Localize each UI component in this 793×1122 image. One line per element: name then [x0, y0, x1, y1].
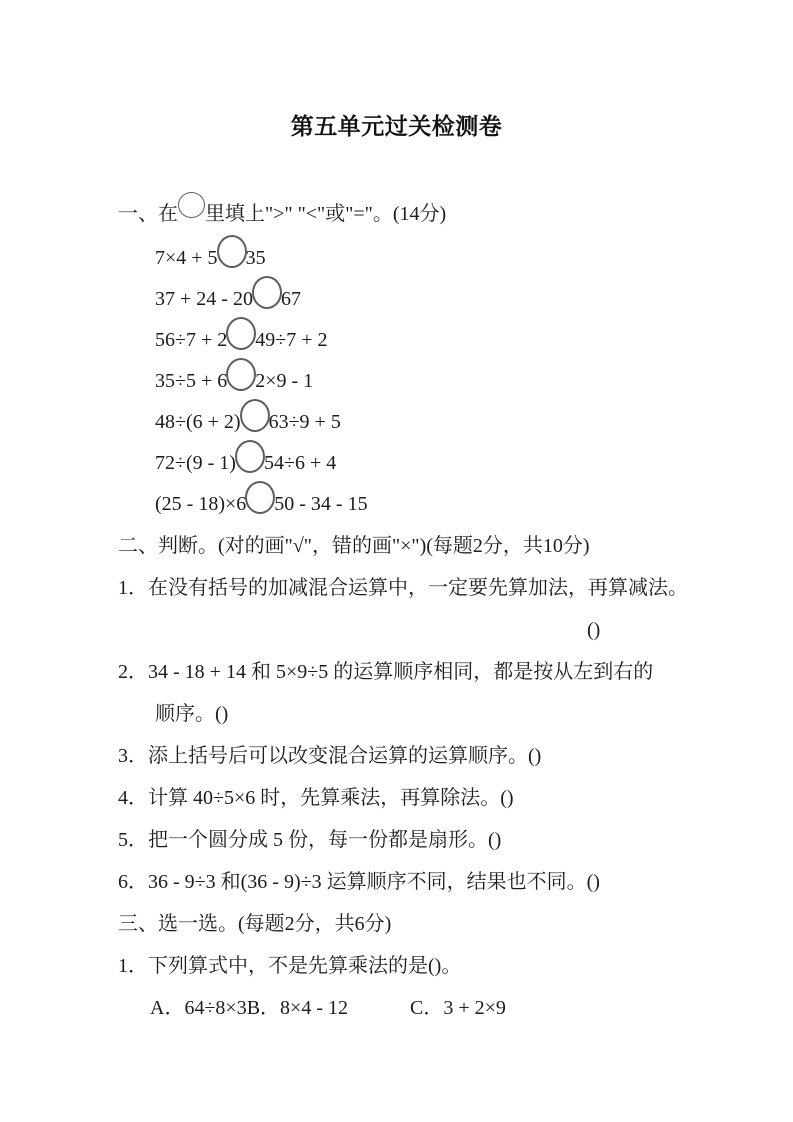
judge-item [118, 567, 718, 609]
section1-heading [118, 190, 718, 238]
expression-right: 50 - 34 - 15 [274, 493, 368, 515]
item-text: 顺序。() [155, 702, 229, 725]
comparison-item [118, 443, 718, 484]
expression-right: 67 [280, 288, 301, 310]
judge-item [118, 735, 718, 777]
expression-left: 35÷5 + 6 [155, 370, 228, 392]
comparison-item [118, 361, 718, 402]
comparison-circle [217, 235, 247, 268]
comparison-item [118, 402, 718, 443]
comparison-item [118, 238, 718, 279]
judge-item-continuation [118, 693, 718, 735]
item-text: 把一个圆分成 5 份，每一份都是扇形。() [148, 828, 502, 851]
choice-options-row [118, 987, 718, 1029]
section1-heading-after: 里填上">" "<"或"="。(14分) [205, 202, 447, 225]
answer-blank-row [118, 609, 718, 651]
item-number: 5． [118, 828, 148, 851]
item-text: 计算 40÷5×6 时，先算乘法，再算除法。() [148, 786, 514, 809]
comparison-item [118, 484, 718, 525]
comparison-circle [226, 358, 256, 391]
comparison-circle [240, 399, 270, 432]
item-number: 2． [118, 660, 148, 683]
expression-right: 35 [245, 247, 266, 269]
page-title: 第五单元过关检测卷 [290, 113, 503, 139]
expression-left: 7×4 + 5 [155, 247, 218, 269]
judge-item [118, 861, 718, 903]
comparison-circle [235, 440, 265, 473]
expression-left: 56÷7 + 2 [155, 329, 228, 351]
paper-content [118, 190, 718, 1029]
item-text: 下列算式中，不是先算乘法的是()。 [148, 954, 462, 977]
item-text: 34 - 18 + 14 和 5×9÷5 的运算顺序相同，都是按从左到右的 [148, 660, 654, 683]
item-number: 4． [118, 786, 148, 809]
comparison-item [118, 279, 718, 320]
expression-left: (25 - 18)×6 [155, 493, 247, 515]
judge-item [118, 777, 718, 819]
comparison-circle [245, 481, 275, 514]
section2-heading: 二、判断。(对的画"√"，错的画"×")(每题2分，共10分) [118, 534, 590, 557]
section1-heading-before: 一、在 [118, 202, 178, 225]
item-text: 36 - 9÷3 和(36 - 9)÷3 运算顺序不同，结果也不同。() [148, 870, 600, 893]
expression-right: 63÷9 + 5 [268, 411, 341, 433]
item-number: 3． [118, 744, 148, 767]
comparison-circle [226, 317, 256, 350]
expression-right: 2×9 - 1 [255, 370, 314, 392]
comparison-item [118, 320, 718, 361]
item-number: 1． [118, 576, 148, 599]
expression-left: 48÷(6 + 2) [155, 411, 241, 433]
expression-right: 49÷7 + 2 [255, 329, 328, 351]
choice-question [118, 945, 718, 987]
item-text: 添上括号后可以改变混合运算的运算顺序。() [148, 744, 542, 767]
section3-heading: 三、选一选。(每题2分，共6分) [118, 912, 392, 935]
expression-right: 54÷6 + 4 [263, 452, 337, 474]
expression-left: 72÷(9 - 1) [155, 452, 236, 474]
item-number: 1． [118, 954, 148, 977]
answer-blank: () [587, 618, 601, 641]
item-text: 在没有括号的加减混合运算中，一定要先算加法，再算减法。 [148, 576, 688, 599]
item-number: 6． [118, 870, 148, 893]
comparison-circle [178, 192, 205, 218]
option-a: A．64÷8×3 [150, 996, 247, 1019]
expression-left: 37 + 24 - 20 [155, 288, 253, 310]
comparison-circle [252, 276, 282, 309]
judge-item [118, 651, 718, 693]
judge-item [118, 819, 718, 861]
option-b: B．8×4 - 12 [246, 996, 348, 1019]
option-c: C．3 + 2×9 [409, 996, 506, 1019]
